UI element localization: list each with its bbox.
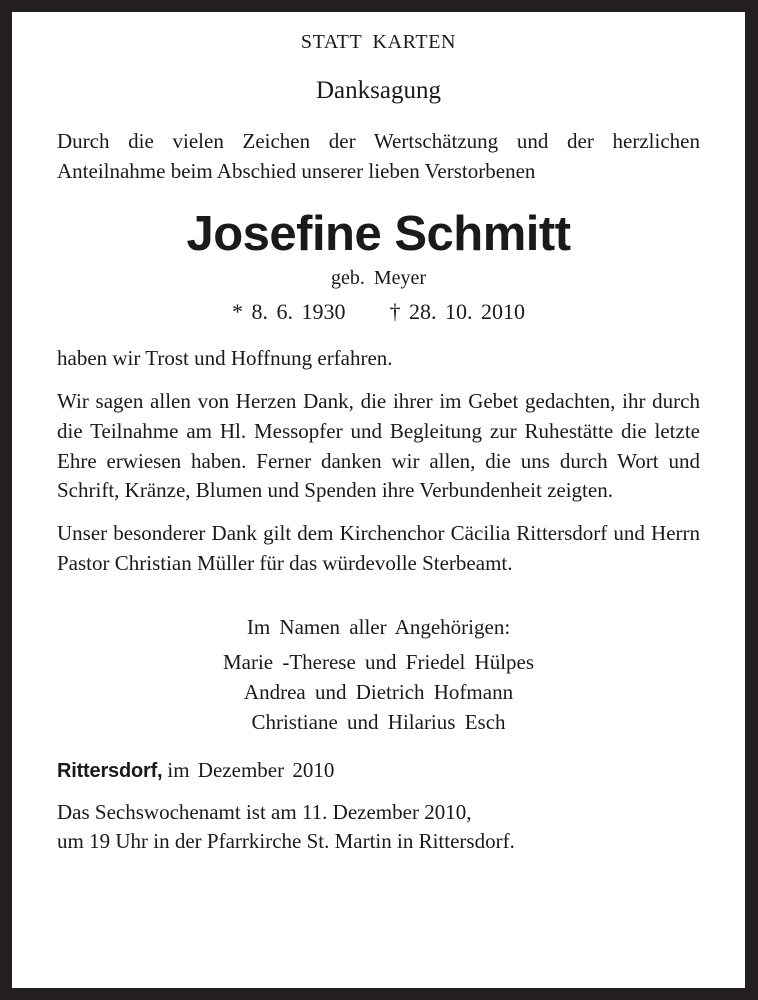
statt-karten-heading: STATT KARTEN: [300, 31, 457, 53]
deceased-dates: [57, 298, 700, 327]
service-announcement: [57, 798, 700, 858]
service-announcement-line-2: um 19 Uhr in der Pfarrkirche St. Martin in Rittersdorf.: [57, 829, 515, 854]
obituary-notice-card: [12, 12, 745, 988]
family-member-line: Andrea und Dietrich Hofmann: [243, 680, 514, 705]
deceased-block: [57, 206, 700, 327]
birth-date: * 8. 6. 1930: [232, 298, 346, 324]
family-member-line: Christiane und Hilarius Esch: [251, 709, 506, 734]
deceased-maiden-name: geb. Meyer: [330, 266, 427, 289]
place-name: Rittersdorf,: [57, 759, 163, 782]
body-paragraph-1: haben wir Trost und Hoffnung erfahren.: [57, 346, 393, 371]
place-and-date: [57, 756, 700, 786]
family-intro-line: Im Namen aller Angehörigen:: [246, 614, 511, 639]
page-title: Danksagung: [316, 77, 441, 104]
intro-paragraph: Durch die vielen Zeichen der Wertschätzung und der herzlichen Anteilnahme beim Abschied unserer lieben Verstorbenen: [57, 129, 700, 183]
death-date: † 28. 10. 2010: [389, 298, 525, 324]
body-paragraph-3: Unser besonderer Dank gilt dem Kirchenchor Cäcilia Rittersdorf und Herrn Pastor Christian Müller für das würdevolle Sterbeamt.: [57, 521, 700, 576]
service-announcement-line-1: Das Sechswochenamt ist am 11. Dezember 2010,: [57, 799, 472, 824]
body-paragraph-2: Wir sagen allen von Herzen Dank, die ihrer im Gebet gedachten, ihr durch die Teilnahme am Hl. Messopfer und Begleitung zur Ruhestätte die letzte Ehre erwiesen haben. Ferner danken wir allen, die uns durch Wort und Schrift, Kränze, Blumen und Spenden ihre Verbundenheit zeigten.: [57, 388, 700, 503]
deceased-name: Josefine Schmitt: [186, 206, 571, 261]
family-signature-block: [57, 612, 700, 738]
notice-date: im Dezember 2010: [167, 757, 335, 782]
family-member-line: Marie -Therese und Friedel Hülpes: [222, 650, 535, 675]
